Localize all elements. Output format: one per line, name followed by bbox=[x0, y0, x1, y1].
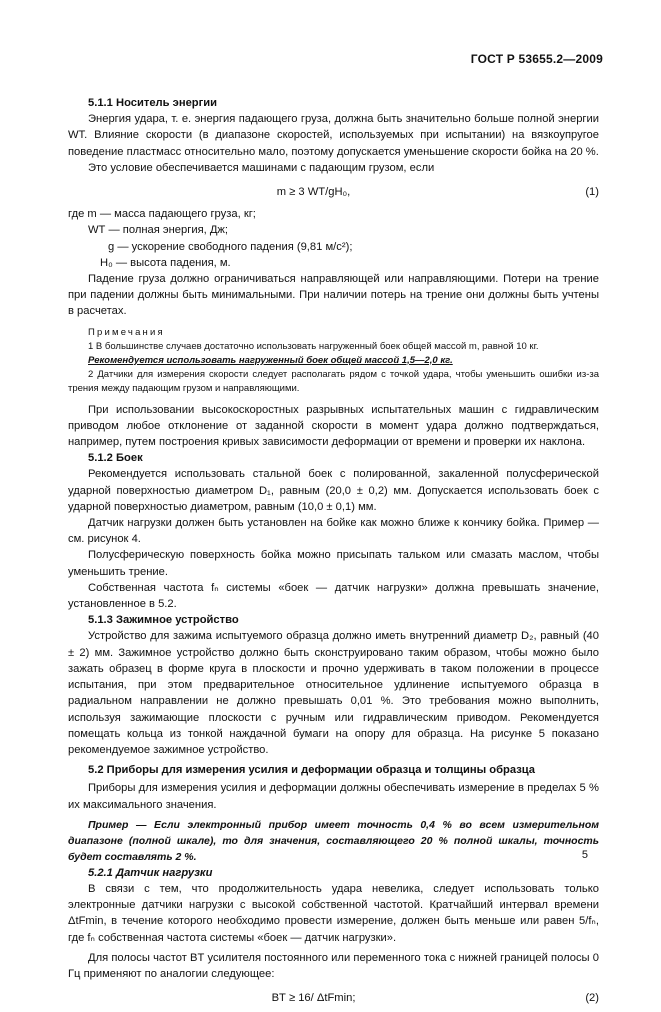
paragraph: Это условие обеспечивается машинами с падающим грузом, если bbox=[88, 161, 435, 174]
note-1: 1 В большинстве случаев достаточно использовать нагруженный боек общей массой m, равной 10 кг. bbox=[88, 340, 539, 352]
definition: где m — масса падающего груза, кг; bbox=[68, 208, 256, 221]
note-2: 2 Датчики для измерения скорости следует располагать рядом с точкой удара, чтобы уменьшить ошибки из-за трения между падающим грузом и направляющими. bbox=[68, 368, 599, 394]
note-1-recommendation: Рекомендуется использовать нагруженный боек общей массой 1,5—2,0 кг. bbox=[88, 354, 453, 366]
equation-1-number: (1) bbox=[585, 186, 599, 199]
equation-1-formula: m ≥ 3 WТ/gH₀, bbox=[276, 186, 351, 199]
paragraph: При использовании высокоскоростных разрывных испытательных машин с гидравлическим приводом любое отклонение от заданной скорости в момент удара должно подтверждаться, например, путем построения кривых зависимости деформации от времени и проверки их наклона. bbox=[68, 403, 599, 449]
equation-2 bbox=[68, 990, 599, 1006]
section-5-2-title: 5.2 Приборы для измерения усилия и деформации образца и толщины образца bbox=[88, 764, 535, 777]
equation-2-number: (2) bbox=[585, 992, 599, 1005]
section-5-1-2-title: 5.1.2 Боек bbox=[88, 452, 143, 465]
section-5-1-3-title: 5.1.3 Зажимное устройство bbox=[88, 614, 239, 627]
section-5-2-1-title: 5.2.1 Датчик нагрузки bbox=[88, 866, 213, 879]
document-header: ГОСТ Р 53655.2—2009 bbox=[470, 52, 603, 66]
section-5-1-1-title: 5.1.1 Носитель энергии bbox=[88, 97, 218, 109]
paragraph: Приборы для измерения усилия и деформации должны обеспечивать измерение в пределах 5 % их максимального значения. bbox=[68, 782, 599, 811]
definition: H₀ — высота падения, м. bbox=[100, 256, 231, 269]
equation-1 bbox=[68, 184, 599, 200]
page-number: 5 bbox=[581, 849, 588, 861]
paragraph: Энергия удара, т. е. энергия падающего груза, должна быть значительно больше полной энергии WТ. Влияние скорости (в диапазоне скоростей, используемых при испытании) на вязкоупругое поведение пластмасс относительно мало, поэтому допускается уменьшение скорости бойка на 20 %. bbox=[68, 113, 599, 158]
paragraph: Устройство для зажима испытуемого образца должно иметь внутренний диаметр D₂, равный (40 ± 2) мм. Зажимное устройство должно быть сконструировано таким образом, чтобы можно было зажать образец в форме круга в плоскости и прочно удерживать в таком положении в процессе испытания, при этом предварительное относительное удлинение испытуемого образца в радиальном направлении не должно превышать 0,01 %. Это требования можно выполнить, используя зажимающие плоскости с ручным или гидравлическим приводом. Рекомендуется помещать кольца из тонкой наждачной бумаги на опору для образца. На рисунке 5 показано рекомендуемое зажимное устройство. bbox=[68, 630, 599, 756]
definition: g — ускорение свободного падения (9,81 м/с²); bbox=[108, 240, 353, 253]
definition: WТ — полная энергия, Дж; bbox=[88, 224, 229, 237]
page-body bbox=[68, 95, 599, 1012]
paragraph: В связи с тем, что продолжительность удара невелика, следует использовать только электронные датчики нагрузки с высокой собственной частотой. Кратчайший интервал времени ΔtFmin, в течение которого необходимо провести измерение, должен быть меньше или равен 5/fₙ, где fₙ собственная частота системы «боек — датчик нагрузки». bbox=[68, 882, 599, 944]
notes-title: Примечания bbox=[88, 326, 165, 338]
paragraph: Полусферическую поверхность бойка можно присыпать тальком или смазать маслом, чтобы уменьшить трение. bbox=[68, 549, 599, 578]
equation-2-formula: BТ ≥ 16/ ΔtFmin; bbox=[271, 992, 356, 1005]
paragraph: Рекомендуется использовать стальной боек с полированной, закаленной полусферической ударной поверхностью диаметром D₁, равным (20,0 ± 0,2) мм. Допускается использовать боек с ударной поверхностью диаметром, равным (10,0 ± 0,1) мм. bbox=[68, 468, 599, 513]
paragraph: Датчик нагрузки должен быть установлен на бойке как можно ближе к кончику бойка. Пример — см. рисунок 4. bbox=[68, 517, 599, 546]
paragraph: Для полосы частот BТ усилителя постоянного или переменного тока с нижней границей полосы 0 Гц применяют по аналогии следующее: bbox=[68, 951, 599, 980]
paragraph: Собственная частота fₙ системы «боек — датчик нагрузки» должна превышать значение, установленное в 5.2. bbox=[68, 581, 599, 611]
paragraph: Падение груза должно ограничиваться направляющей или направляющими. Потери на трение при падении должны быть минимальными. При наличии потерь на трение они должны быть учтены в расчетах. bbox=[68, 273, 599, 318]
notes-block bbox=[68, 326, 599, 396]
example-text: Пример — Если электронный прибор имеет точность 0,4 % во всем измерительном диапазоне (полной шкале), то для значения, составляющего 20 % полной шкалы, точность будет составлять 2 %. bbox=[68, 818, 599, 863]
